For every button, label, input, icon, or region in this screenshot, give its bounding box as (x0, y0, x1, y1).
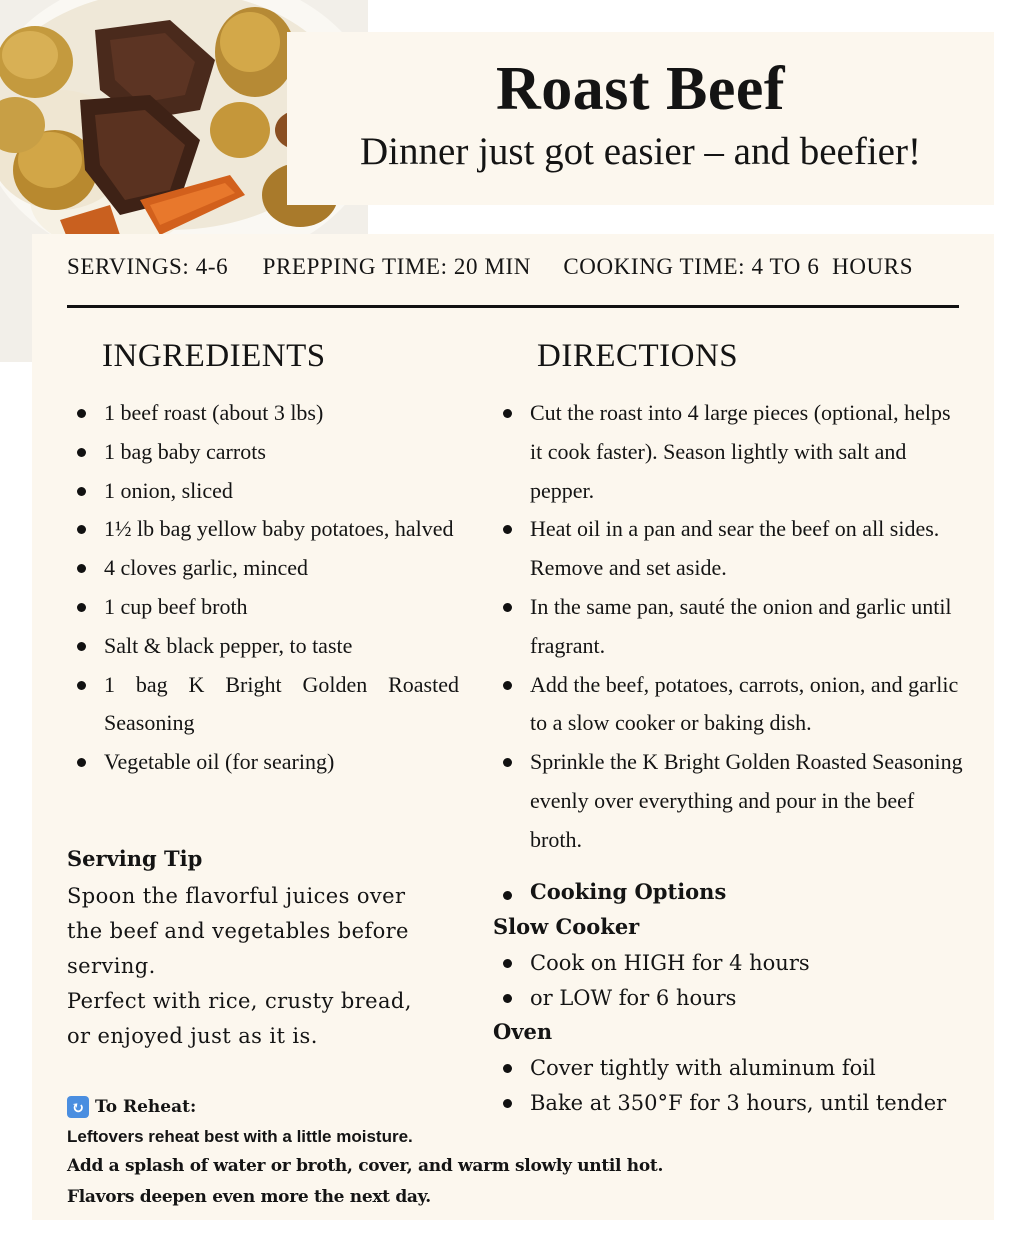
serving-tip-line: Perfect with rice, crusty bread, (67, 989, 412, 1013)
serving-tip-line: serving. (67, 954, 156, 978)
serving-tip-line: the beef and vegetables before (67, 919, 409, 943)
list-item: 1½ lb bag yellow baby potatoes, halved (67, 510, 459, 549)
prepping-time-text: PREPPING TIME: 20 MIN (262, 254, 531, 279)
reheat-line: Flavors deepen even more the next day. (67, 1187, 431, 1207)
list-item: 1 bag baby carrots (67, 433, 459, 472)
ingredients-heading: INGREDIENTS (102, 338, 326, 374)
list-item: 4 cloves garlic, minced (67, 549, 459, 588)
directions-list (493, 394, 963, 860)
list-item: Vegetable oil (for searing) (67, 743, 459, 782)
serving-tip-line: or enjoyed just as it is. (67, 1024, 318, 1048)
page-subtitle: Dinner just got easier – and beefier! (360, 130, 921, 173)
list-item: 1 onion, sliced (67, 472, 459, 511)
divider (67, 305, 959, 308)
title-card (287, 32, 994, 205)
slow-cooker-heading: Slow Cooker (493, 914, 640, 939)
list-item: Heat oil in a pan and sear the beef on all sides. Remove and set aside. (493, 510, 963, 588)
page-title: Roast Beef (495, 55, 786, 123)
reheat-line: Add a splash of water or broth, cover, and warm slowly until hot. (67, 1156, 664, 1176)
slow-cooker-list (493, 946, 963, 1016)
recipe-meta (67, 254, 959, 280)
serving-tip-body (67, 879, 447, 1054)
list-item: Bake at 350°F for 3 hours, until tender (493, 1086, 963, 1121)
cooking-options-heading: Cooking Options (493, 879, 726, 904)
list-item: 1 beef roast (about 3 lbs) (67, 394, 459, 433)
list-item: Add the beef, potatoes, carrots, onion, and garlic to a slow cooker or baking dish. (493, 666, 963, 744)
repeat-icon: ↻ (67, 1096, 89, 1118)
cooking-time-text: COOKING TIME: 4 TO 6 HOURS (563, 254, 914, 279)
serving-tip-line: Spoon the flavorful juices over (67, 884, 406, 908)
list-item: In the same pan, sauté the onion and garlic until fragrant. (493, 588, 963, 666)
directions-heading: DIRECTIONS (537, 338, 739, 374)
list-item: Cover tightly with aluminum foil (493, 1051, 963, 1086)
list-item: Sprinkle the K Bright Golden Roasted Seasoning evenly over everything and pour in the beef broth. (493, 743, 963, 859)
recipe-card (32, 234, 994, 1220)
list-item: 1 cup beef broth (67, 588, 459, 627)
list-item: 1 bag K Bright Golden Roasted Seasoning (67, 666, 459, 744)
reheat-heading-row (67, 1096, 196, 1118)
reheat-line: Leftovers reheat best with a little moisture. (67, 1127, 413, 1146)
ingredients-list (67, 394, 459, 782)
servings-text: SERVINGS: 4-6 (67, 254, 229, 279)
list-item: or LOW for 6 hours (493, 981, 963, 1016)
list-item: Salt & black pepper, to taste (67, 627, 459, 666)
oven-heading: Oven (493, 1019, 553, 1044)
list-item: Cut the roast into 4 large pieces (optional, helps it cook faster). Season lightly with salt and pepper. (493, 394, 963, 510)
list-item: Cook on HIGH for 4 hours (493, 946, 963, 981)
serving-tip-heading: Serving Tip (67, 846, 203, 871)
oven-list (493, 1051, 963, 1121)
reheat-heading: To Reheat: (95, 1097, 197, 1117)
